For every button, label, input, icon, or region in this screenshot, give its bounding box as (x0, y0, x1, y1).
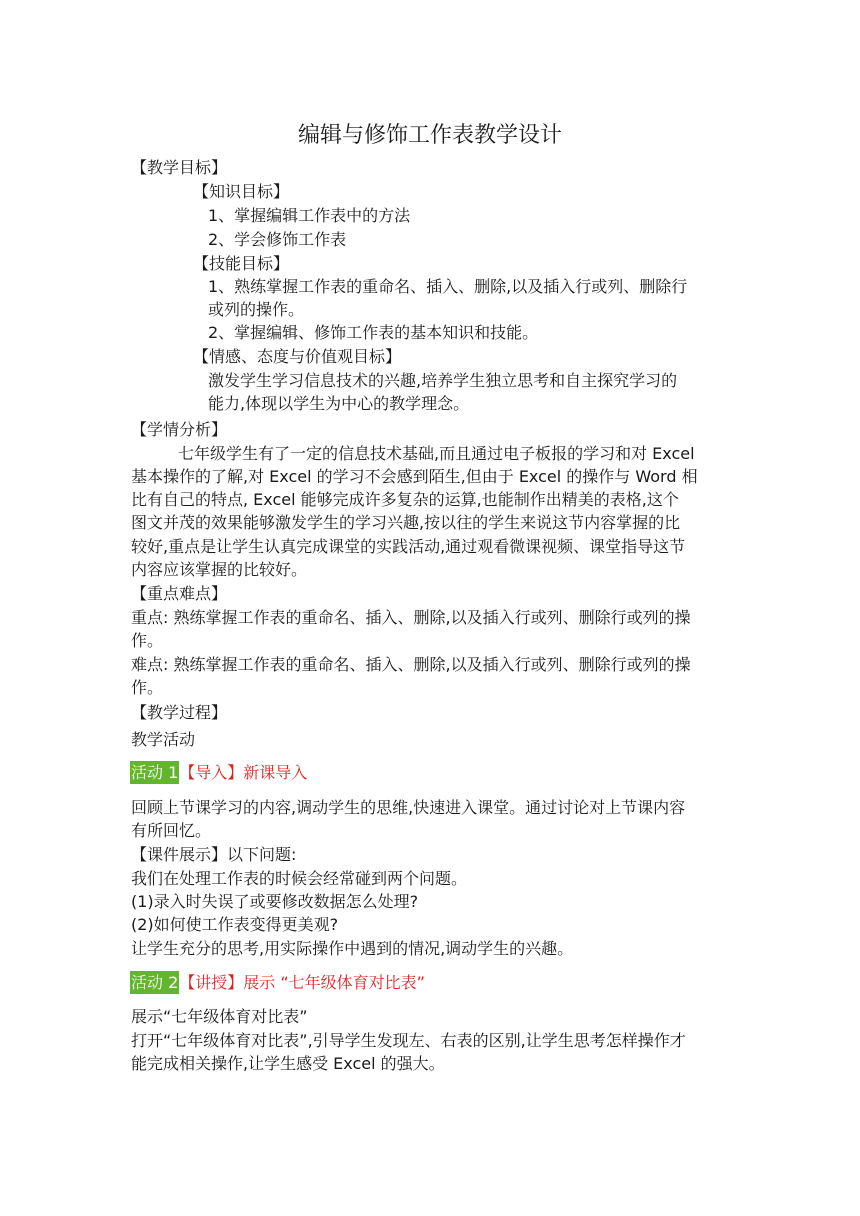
attitude-line: 激发学生学习信息技术的兴趣,培养学生独立思考和自主探究学习的 (208, 371, 678, 390)
process-subheading: 教学活动 (131, 730, 196, 749)
analysis-line: 基本操作的了解,对 Excel 的学习不会感到陌生,但由于 Excel 的操作与 Word 相 (131, 467, 698, 486)
skills-item-line: 2、掌握编辑、修饰工作表的基本知识和技能。 (208, 323, 539, 342)
subheading-knowledge: 【知识目标】 (193, 182, 290, 201)
section-heading-process: 【教学过程】 (131, 703, 228, 722)
attitude-line: 能力,体现以学生为中心的教学理念。 (208, 394, 470, 413)
analysis-line: 较好,重点是让学生认真完成课堂的实践活动,通过观看微课视频、课堂指导这节 (131, 537, 686, 556)
activity-2-tag: 活动 2 (131, 973, 179, 992)
activity-1-line: 有所回忆。 (131, 821, 212, 840)
activity-2-title: 【讲授】展示 “七年级体育对比表” (179, 973, 425, 992)
skills-item-line: 1、熟练掌握工作表的重命名、插入、删除,以及插入行或列、删除行 (208, 277, 688, 296)
section-heading-analysis: 【学情分析】 (131, 420, 228, 439)
skills-item-line: 或列的操作。 (208, 300, 305, 319)
document-title: 编辑与修饰工作表教学设计 (297, 123, 562, 148)
activity-2-line: 能完成相关操作,让学生感受 Excel 的强大。 (131, 1054, 445, 1073)
activity-1-line: 我们在处理工作表的时候会经常碰到两个问题。 (131, 869, 468, 888)
activity-1-title: 【导入】新课导入 (179, 763, 308, 782)
knowledge-item: 2、学会修饰工作表 (208, 230, 347, 249)
activity-1-line: 回顾上节课学习的内容,调动学生的思维,快速进入课堂。通过讨论对上节课内容 (131, 798, 686, 817)
activity-2-line: 展示“七年级体育对比表” (131, 1007, 308, 1026)
analysis-line: 内容应该掌握的比较好。 (131, 560, 308, 579)
difficulty-line: 作。 (131, 678, 164, 697)
activity-1-tag: 活动 1 (131, 763, 179, 782)
key-point-line: 作。 (131, 631, 164, 650)
activity-2-line: 打开“七年级体育对比表”,引导学生发现左、右表的区别,让学生思考怎样操作才 (131, 1031, 686, 1050)
subheading-attitude: 【情感、态度与价值观目标】 (193, 347, 402, 366)
activity-1-line: 【课件展示】以下问题: (131, 845, 297, 864)
knowledge-item: 1、掌握编辑工作表中的方法 (208, 206, 411, 225)
activity-1-line: 让学生充分的思考,用实际操作中遇到的情况,调动学生的兴趣。 (131, 939, 574, 958)
section-heading-key-points: 【重点难点】 (131, 584, 228, 603)
analysis-line: 七年级学生有了一定的信息技术基础,而且通过电子板报的学习和对 Excel (178, 444, 695, 463)
activity-1-header (130, 762, 307, 784)
section-heading-objectives: 【教学目标】 (131, 158, 228, 177)
analysis-line: 图文并茂的效果能够激发学生的学习兴趣,按以往的学生来说这节内容掌握的比 (131, 513, 681, 532)
activity-2-header (130, 972, 425, 994)
key-point-line: 重点: 熟练掌握工作表的重命名、插入、删除,以及插入行或列、删除行或列的操 (131, 608, 691, 627)
difficulty-line: 难点: 熟练掌握工作表的重命名、插入、删除,以及插入行或列、删除行或列的操 (131, 655, 691, 674)
activity-1-line: (2)如何使工作表变得更美观? (131, 915, 339, 934)
analysis-line: 比有自己的特点, Excel 能够完成许多复杂的运算,也能制作出精美的表格,这个 (131, 490, 679, 509)
subheading-skills: 【技能目标】 (193, 254, 290, 273)
activity-1-line: (1)录入时失误了或要修改数据怎么处理? (131, 892, 419, 911)
